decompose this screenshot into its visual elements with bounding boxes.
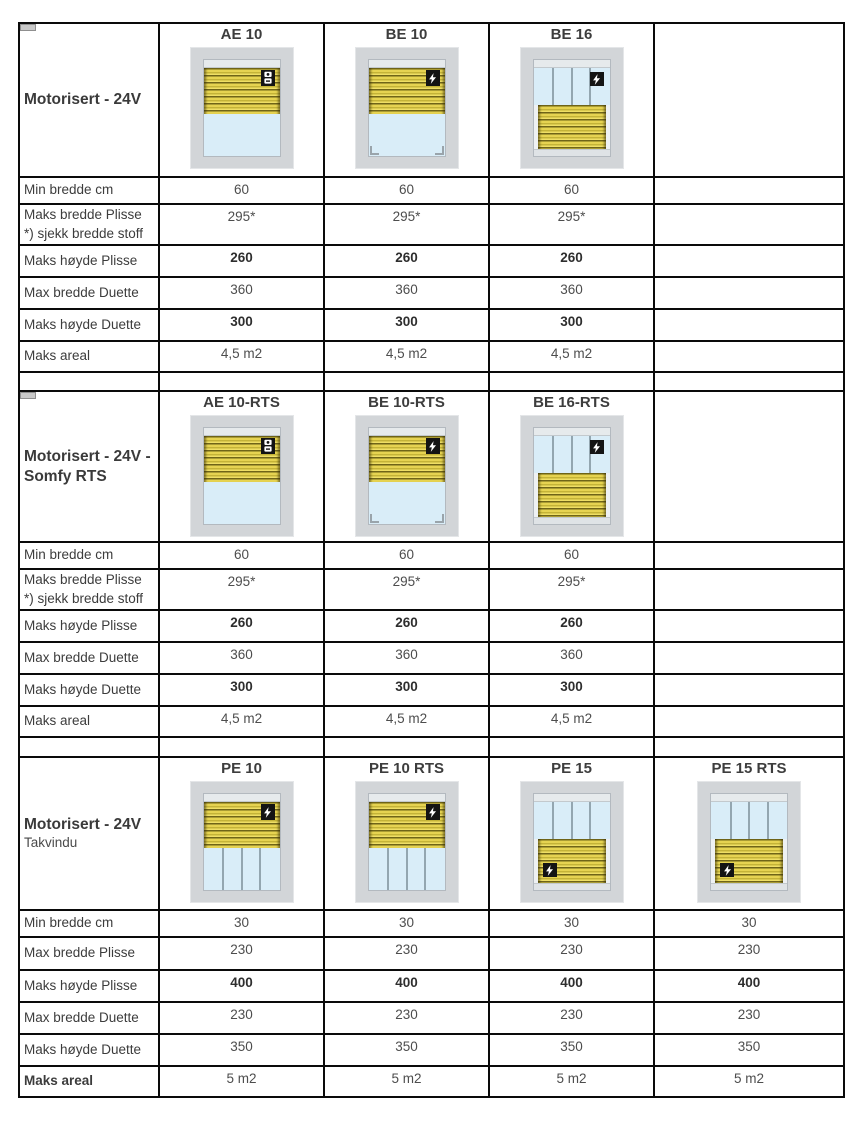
column-header-cell (160, 758, 325, 911)
column-header-label: BE 16 (550, 26, 593, 43)
window-sill (534, 517, 610, 524)
column-header-cell (325, 392, 490, 543)
row-label: Maks høyde Duette (24, 316, 142, 332)
row-label-cell (20, 246, 160, 278)
value-cell: 350 (490, 1035, 655, 1067)
row-label-cell (20, 570, 160, 611)
window-headrail (369, 60, 445, 68)
window-graphic (190, 47, 294, 169)
spacer-cell (325, 373, 490, 392)
pleated-blind (204, 436, 280, 482)
lightning-icon (543, 863, 557, 877)
value-cell: 295* (160, 205, 325, 246)
window-sash (533, 59, 611, 157)
column-header-cell (655, 392, 843, 543)
column-header-cell (490, 24, 655, 178)
spacer-cell (20, 373, 160, 392)
pleated-blind (369, 68, 445, 114)
window-sash (533, 793, 611, 891)
value-cell: 230 (655, 1003, 843, 1035)
value-cell: 5 m2 (325, 1067, 490, 1096)
value-cell: 350 (325, 1035, 490, 1067)
spacer-cell (655, 373, 843, 392)
value-cell: 295* (325, 205, 490, 246)
window-graphic (520, 415, 624, 537)
battery-icon (261, 438, 275, 454)
row-label: Maks bredde Plisse (24, 207, 142, 223)
value-cell: 4,5 m2 (325, 707, 490, 738)
window-headrail (204, 428, 280, 436)
row-label-cell (20, 278, 160, 310)
row-label: Maks høyde Plisse (24, 617, 138, 633)
row-label-cell (20, 643, 160, 675)
window-sill (534, 883, 610, 890)
section-label-cell (20, 392, 160, 543)
value-cell: 230 (655, 938, 843, 971)
value-cell: 260 (160, 246, 325, 278)
row-label-cell (20, 938, 160, 971)
lightning-icon (590, 440, 604, 454)
window-headrail (534, 428, 610, 436)
window-graphic (355, 415, 459, 537)
glass-bracket (435, 514, 444, 523)
value-cell: 30 (325, 911, 490, 938)
anchor-marker (20, 24, 36, 31)
window-glass (369, 114, 445, 156)
column-header-cell (655, 24, 843, 178)
value-cell: 295* (490, 570, 655, 611)
spacer-cell (490, 738, 655, 758)
value-cell: 300 (325, 310, 490, 342)
section-title: Motorisert - 24V (24, 816, 142, 834)
value-cell: 60 (490, 543, 655, 570)
value-cell: 260 (325, 246, 490, 278)
window-headrail (711, 794, 787, 802)
column-header-label: BE 10 (385, 26, 428, 43)
row-label: Max bredde Duette (24, 1009, 139, 1025)
column-header-label: BE 16-RTS (533, 394, 610, 411)
column-header-label: PE 10 (221, 760, 262, 777)
window-sash (203, 59, 281, 157)
value-cell: 260 (160, 611, 325, 643)
value-cell: 60 (325, 178, 490, 205)
value-cell: 5 m2 (490, 1067, 655, 1096)
window-headrail (369, 794, 445, 802)
window-sash (533, 427, 611, 525)
column-header-label: BE 10-RTS (368, 394, 445, 411)
value-cell: 400 (325, 971, 490, 1003)
value-cell: 260 (490, 611, 655, 643)
value-cell: 4,5 m2 (490, 707, 655, 738)
value-cell: 300 (490, 675, 655, 707)
value-cell: 230 (160, 938, 325, 971)
value-cell: 30 (160, 911, 325, 938)
value-cell (655, 178, 843, 205)
value-cell: 400 (490, 971, 655, 1003)
window-sash (203, 793, 281, 891)
section-subtitle: Takvindu (24, 835, 78, 851)
row-label: Maks høyde Plisse (24, 977, 138, 993)
window-graphic (190, 415, 294, 537)
window-glass (534, 68, 610, 105)
pleated-blind (715, 839, 783, 883)
value-cell: 4,5 m2 (490, 342, 655, 373)
row-label-note: *) sjekk bredde stoff (24, 225, 144, 241)
value-cell: 360 (490, 643, 655, 675)
value-cell: 350 (160, 1035, 325, 1067)
pleated-blind (204, 68, 280, 114)
spacer-cell (160, 373, 325, 392)
column-header-label: AE 10 (220, 26, 263, 43)
pleated-blind (538, 473, 606, 517)
value-cell: 4,5 m2 (160, 707, 325, 738)
column-header-cell (325, 758, 490, 911)
column-header-label: AE 10-RTS (203, 394, 280, 411)
row-label: Maks høyde Duette (24, 681, 142, 697)
value-cell: 300 (160, 675, 325, 707)
value-cell: 300 (490, 310, 655, 342)
row-label-cell (20, 1067, 160, 1096)
value-cell (655, 570, 843, 611)
column-header-cell (490, 758, 655, 911)
column-header-cell (490, 392, 655, 543)
anchor-marker (20, 392, 36, 399)
glass-bracket (370, 146, 379, 155)
value-cell: 5 m2 (655, 1067, 843, 1096)
window-headrail (369, 428, 445, 436)
value-cell (655, 342, 843, 373)
value-cell (655, 611, 843, 643)
column-header-label: PE 15 RTS (711, 760, 787, 777)
window-glass (204, 114, 280, 156)
spacer-cell (325, 738, 490, 758)
value-cell: 360 (325, 643, 490, 675)
lightning-icon (426, 70, 440, 86)
row-label: Max bredde Duette (24, 284, 139, 300)
row-label: Maks bredde Plisse (24, 572, 142, 588)
value-cell: 230 (490, 938, 655, 971)
value-cell: 5 m2 (160, 1067, 325, 1096)
glass-bracket (435, 146, 444, 155)
glass-bracket (370, 514, 379, 523)
column-header-label: PE 10 RTS (368, 760, 445, 777)
spacer-cell (490, 373, 655, 392)
window-graphic (355, 781, 459, 903)
value-cell: 295* (490, 205, 655, 246)
window-glass (204, 482, 280, 524)
row-label: Maks areal (24, 348, 91, 364)
value-cell: 230 (325, 1003, 490, 1035)
value-cell: 400 (160, 971, 325, 1003)
column-header-cell (655, 758, 843, 911)
value-cell (655, 707, 843, 738)
window-sash (710, 793, 788, 891)
row-label-cell (20, 707, 160, 738)
row-label: Maks areal (24, 713, 91, 729)
row-label: Min bredde cm (24, 915, 114, 931)
value-cell: 300 (325, 675, 490, 707)
pleated-blind (538, 105, 606, 149)
lightning-icon (590, 72, 604, 86)
window-glass (369, 482, 445, 524)
window-graphic (520, 781, 624, 903)
row-label-cell (20, 205, 160, 246)
row-label-cell (20, 1035, 160, 1067)
row-label-cell (20, 342, 160, 373)
value-cell (655, 205, 843, 246)
column-header-cell (160, 392, 325, 543)
row-label-cell (20, 1003, 160, 1035)
value-cell (655, 543, 843, 570)
value-cell: 360 (490, 278, 655, 310)
value-cell: 230 (325, 938, 490, 971)
spec-table (18, 22, 845, 1098)
window-glass (711, 802, 787, 839)
lightning-icon (720, 863, 734, 877)
pleated-blind (369, 802, 445, 848)
value-cell: 60 (160, 178, 325, 205)
row-label-note: *) sjekk bredde stoff (24, 590, 144, 606)
row-label: Min bredde cm (24, 547, 114, 563)
section-label-cell (20, 24, 160, 178)
pleated-blind (204, 802, 280, 848)
spacer-cell (160, 738, 325, 758)
window-graphic (697, 781, 801, 903)
row-label: Maks areal (24, 1073, 94, 1089)
value-cell: 60 (160, 543, 325, 570)
window-graphic (190, 781, 294, 903)
lightning-icon (426, 438, 440, 454)
value-cell (655, 246, 843, 278)
window-sill (711, 883, 787, 890)
row-label-cell (20, 971, 160, 1003)
window-glass (204, 848, 280, 890)
row-label-cell (20, 310, 160, 342)
window-graphic (355, 47, 459, 169)
value-cell (655, 643, 843, 675)
value-cell: 4,5 m2 (160, 342, 325, 373)
window-sash (368, 793, 446, 891)
value-cell (655, 278, 843, 310)
value-cell: 30 (655, 911, 843, 938)
value-cell: 30 (490, 911, 655, 938)
pleated-blind (538, 839, 606, 883)
window-sill (534, 149, 610, 156)
row-label: Max bredde Plisse (24, 945, 136, 961)
window-headrail (534, 60, 610, 68)
row-label-cell (20, 611, 160, 643)
row-label-cell (20, 178, 160, 205)
value-cell: 300 (160, 310, 325, 342)
window-sash (368, 427, 446, 525)
value-cell: 360 (325, 278, 490, 310)
window-graphic (520, 47, 624, 169)
value-cell: 260 (490, 246, 655, 278)
lightning-icon (426, 804, 440, 820)
row-label: Min bredde cm (24, 182, 114, 198)
column-header-cell (325, 24, 490, 178)
section-label-cell (20, 758, 160, 911)
battery-icon (261, 70, 275, 86)
value-cell: 260 (325, 611, 490, 643)
value-cell: 4,5 m2 (325, 342, 490, 373)
value-cell (655, 310, 843, 342)
value-cell: 295* (160, 570, 325, 611)
window-sash (203, 427, 281, 525)
spacer-cell (655, 738, 843, 758)
window-glass (369, 848, 445, 890)
window-headrail (204, 60, 280, 68)
lightning-icon (261, 804, 275, 820)
value-cell: 295* (325, 570, 490, 611)
pleated-blind (369, 436, 445, 482)
value-cell: 230 (490, 1003, 655, 1035)
row-label-cell (20, 543, 160, 570)
value-cell: 60 (490, 178, 655, 205)
row-label-cell (20, 911, 160, 938)
section-title: Motorisert - 24V (24, 91, 142, 109)
value-cell: 360 (160, 643, 325, 675)
window-glass (534, 802, 610, 839)
window-headrail (204, 794, 280, 802)
value-cell (655, 675, 843, 707)
value-cell: 230 (160, 1003, 325, 1035)
value-cell: 360 (160, 278, 325, 310)
section-title: Motorisert - 24V - Somfy RTS (24, 448, 151, 485)
column-header-label: PE 15 (551, 760, 592, 777)
window-sash (368, 59, 446, 157)
value-cell: 350 (655, 1035, 843, 1067)
row-label: Max bredde Duette (24, 649, 139, 665)
spacer-cell (20, 738, 160, 758)
column-header-cell (160, 24, 325, 178)
row-label: Maks høyde Plisse (24, 252, 138, 268)
window-glass (534, 436, 610, 473)
row-label: Maks høyde Duette (24, 1041, 142, 1057)
value-cell: 60 (325, 543, 490, 570)
window-headrail (534, 794, 610, 802)
row-label-cell (20, 675, 160, 707)
value-cell: 400 (655, 971, 843, 1003)
